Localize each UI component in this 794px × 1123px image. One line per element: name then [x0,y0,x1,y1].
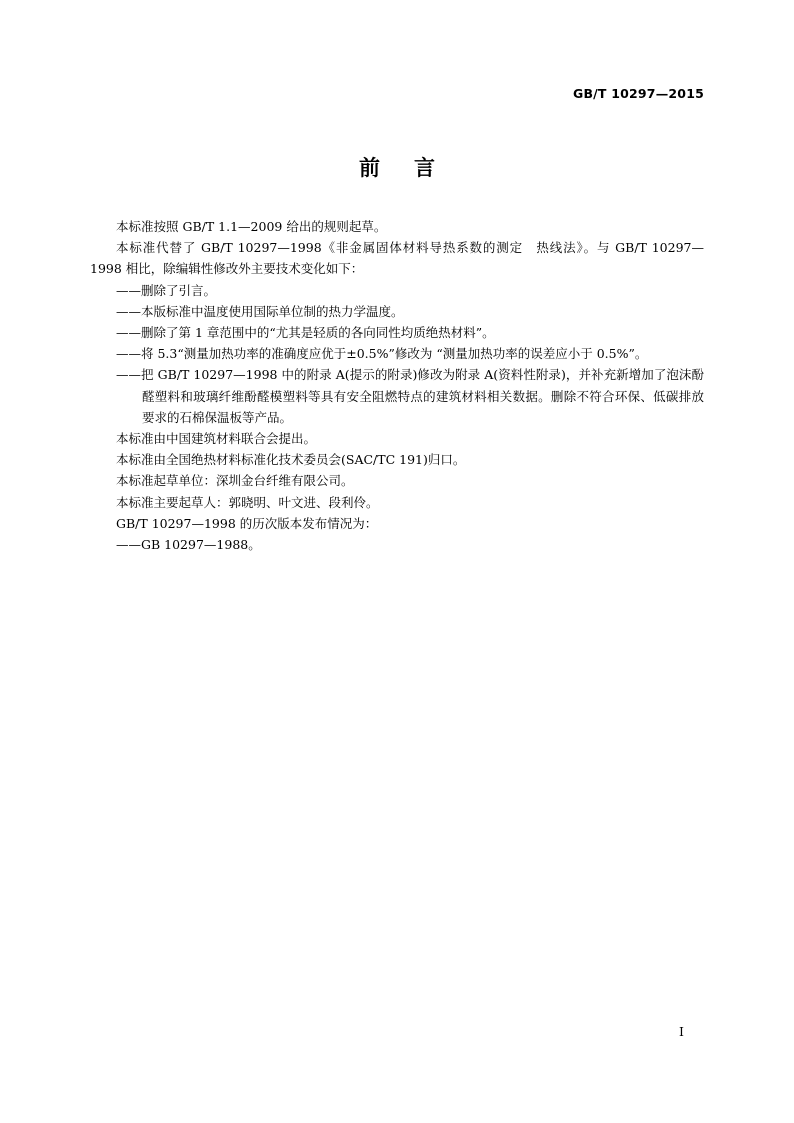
list-item-change: ——删除了第 1 章范围中的“尤其是轻质的各向同性均质绝热材料”。 [116,325,495,341]
standard-number: GB/T 10297—2015 [572,86,704,101]
foreword-body [90,216,704,555]
paragraph-replacement: 本标准代替了 GB/T 10297—1998《非金属固体材料导热系数的测定 热线法》。与 GB/T 10297—1998 相比，除编辑性修改外主要技术变化如下： [90,240,704,277]
list-item-change: ——将 5.3“测量加热功率的准确度应优于±0.5%”修改为 “测量加热功率的误差应小于 0.5%”。 [116,346,648,362]
list-item-history: ——GB 10297—1988。 [116,537,261,553]
paragraph-centralized: 本标准由全国绝热材料标准化技术委员会(SAC/TC 191)归口。 [116,452,466,468]
paragraph-proposer: 本标准由中国建筑材料联合会提出。 [116,431,317,447]
page-number: I [679,1024,684,1039]
page-title: 前言 [359,156,469,180]
paragraph-history-intro: GB/T 10297—1998 的历次版本发布情况为： [116,515,378,531]
list-item-change: ——本版标准中温度使用国际单位制的热力学温度。 [116,303,404,319]
list-item-change: ——删除了引言。 [116,282,217,298]
paragraph-drafters: 本标准主要起草人：郭晓明、叶文进、段利伶。 [116,494,379,510]
paragraph-drafting-rules: 本标准按照 GB/T 1.1—2009 给出的规则起草。 [116,219,387,234]
paragraph-drafting-unit: 本标准起草单位：深圳金台纤维有限公司。 [116,473,354,489]
list-item-change: ——把 GB/T 10297—1998 中的附录 A(提示的附录)修改为附录 A(资料性附录)，并补充新增加了泡沫酚醛塑料和玻璃纤维酚醛模塑料等具有安全阻燃特点的建筑材料相关数据。删除不符合环保、低碳排放要求的石棉保温板等产品。 [116,367,704,425]
